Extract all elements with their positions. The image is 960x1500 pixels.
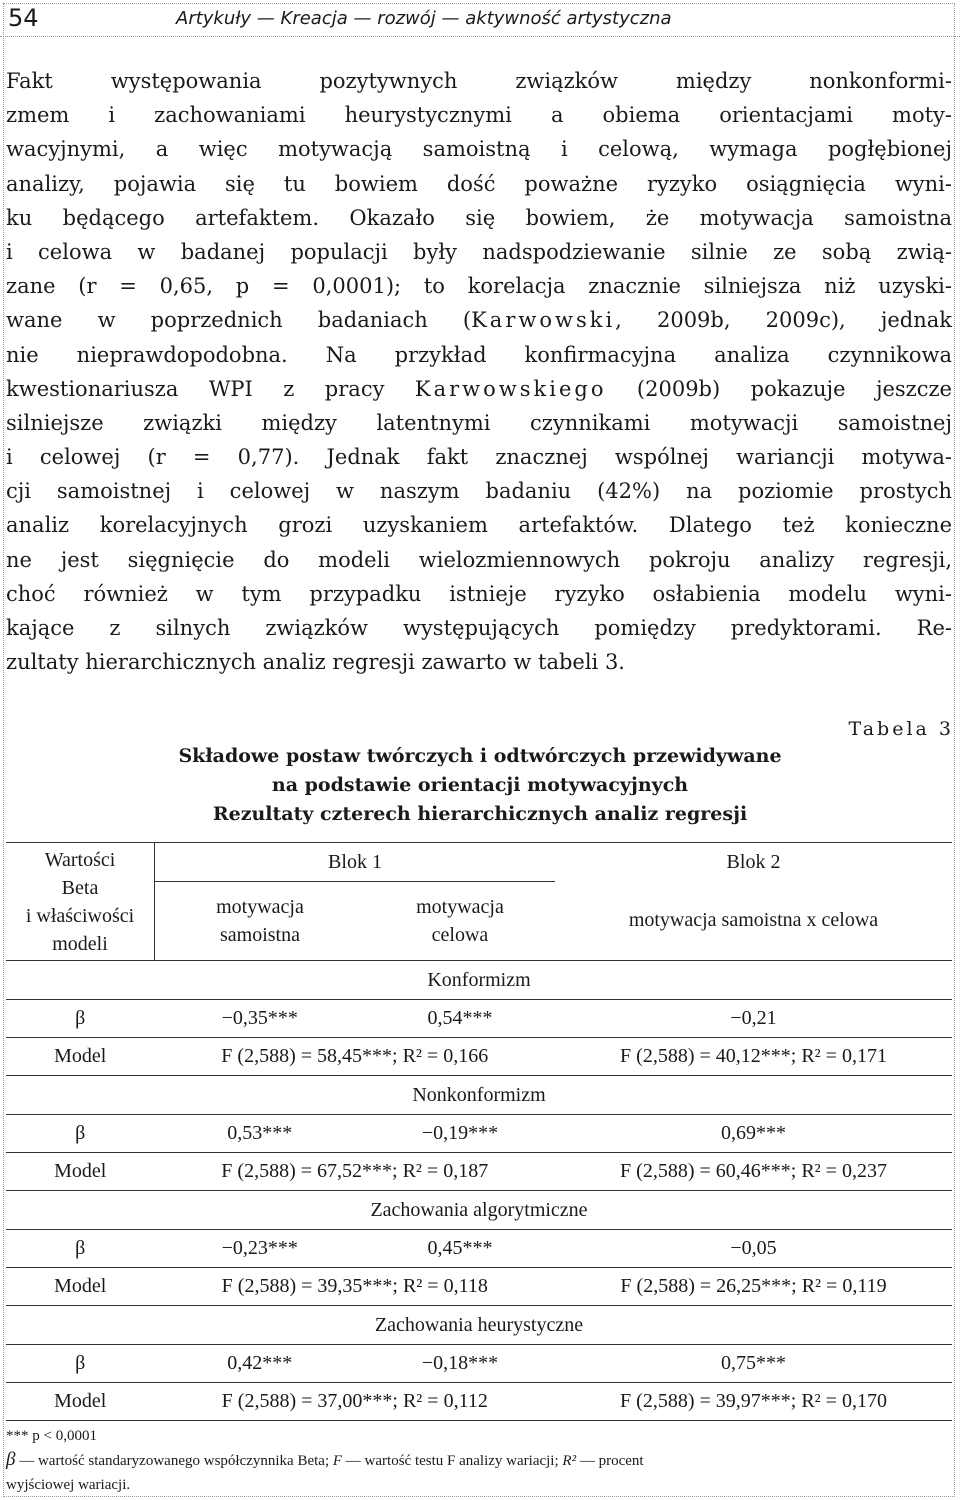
model-row (6, 1383, 952, 1421)
col-header-line: motywacja (416, 896, 504, 918)
stub-header (6, 843, 155, 961)
model-row (6, 1038, 952, 1076)
author-name: Karwowskiego (414, 376, 607, 401)
running-head: Artykuły — Kreacja — rozwój — aktywność artystyczna (176, 8, 672, 29)
footnote-definitions (6, 1448, 952, 1473)
section-row (6, 1076, 952, 1115)
table-label: Tabela 3 (848, 718, 954, 740)
col-motywacja-samoistna (155, 882, 366, 961)
caption-line: Rezultaty czterech hierarchicznych analiz regresji (212, 803, 748, 825)
text-line: i celowej (r = 0,77). Jednak fakt znacznej wspólnej wariancji motywa- (6, 445, 952, 470)
beta-value: 0,45*** (365, 1230, 555, 1268)
row-label: Model (6, 1153, 155, 1191)
beta-value: −0,21 (555, 1000, 952, 1038)
body-paragraph (6, 64, 952, 679)
section-title: Zachowania heurystyczne (6, 1306, 952, 1345)
stub-header-line: Wartości (44, 848, 116, 871)
footnote-text: — wartość standaryzowanego współczynnika Beta; (15, 1453, 333, 1469)
row-label: β (6, 1230, 155, 1268)
table-footnotes (6, 1424, 952, 1497)
model-row (6, 1268, 952, 1306)
blok1-header: Blok 1 (155, 843, 556, 882)
text-line: kające z silnych związków występujących pomiędzy predyktorami. Re- (6, 616, 952, 640)
beta-value: 0,53*** (155, 1115, 366, 1153)
model-stat-blok2: F (2,588) = 40,12***; R² = 0,171 (555, 1038, 952, 1076)
text-line: analizy, pojawia się tu bowiem dość poważne ryzyko osiągnięcia wyni- (6, 171, 952, 196)
section-row (6, 1306, 952, 1345)
row-label: β (6, 1345, 155, 1383)
text-line (6, 303, 952, 337)
beta-value: 0,42*** (155, 1345, 366, 1383)
stub-header-line: modeli (52, 932, 108, 955)
stub-header-line: Beta (61, 876, 99, 899)
section-row (6, 1191, 952, 1230)
model-stat-blok1: F (2,588) = 39,35***; R² = 0,118 (155, 1268, 556, 1306)
section-title: Zachowania algorytmiczne (6, 1191, 952, 1230)
model-stat-blok1: F (2,588) = 37,00***; R² = 0,112 (155, 1383, 556, 1421)
beta-value: −0,18*** (365, 1345, 555, 1383)
beta-value: 0,69*** (555, 1115, 952, 1153)
page-header (0, 0, 960, 37)
text-line: choć również w tym przypadku istnieje ryzyko osłabienia modelu wyni- (6, 581, 952, 606)
model-stat-blok2: F (2,588) = 26,25***; R² = 0,119 (555, 1268, 952, 1306)
r-symbol: R² (562, 1453, 577, 1469)
text-segment: wane w poprzednich badaniach ( (6, 308, 472, 333)
f-symbol: F (332, 1453, 343, 1469)
beta-value: 0,75*** (555, 1345, 952, 1383)
row-label: Model (6, 1268, 155, 1306)
text-line: i celowa w badanej populacji były nadspodziewanie silnie ze sobą zwią- (6, 239, 952, 264)
text-line: nie nieprawdopodobna. Na przykład konfirmacyjna analiza czynnikowa (6, 342, 952, 367)
row-label: β (6, 1115, 155, 1153)
col-header-line: celowa (431, 924, 489, 946)
beta-symbol: β (6, 1449, 16, 1470)
text-line: zmem i zachowaniami heurystycznymi a obiema orientacjami moty- (6, 103, 952, 128)
footnote-text: — procent (576, 1453, 644, 1469)
author-name: Karwowski (471, 308, 616, 333)
model-stat-blok2: F (2,588) = 39,97***; R² = 0,170 (555, 1383, 952, 1421)
text-line: Fakt występowania pozytywnych związków między nonkonformi- (6, 69, 952, 93)
beta-row (6, 1345, 952, 1383)
text-line: zultaty hierarchicznych analiz regresji zawarto w tabeli 3. (6, 650, 625, 675)
beta-row (6, 1115, 952, 1153)
col-header-line: samoistna (220, 924, 300, 946)
beta-value: 0,54*** (365, 1000, 555, 1038)
beta-value: −0,05 (555, 1230, 952, 1268)
text-line: analiz korelacyjnych grozi uzyskaniem artefaktów. Dlatego też konieczne (6, 513, 952, 538)
text-segment: , 2009b, 2009c), jednak (615, 308, 952, 333)
footnote-text: — wartość testu F analizy wariacji; (342, 1453, 563, 1469)
section-row (6, 961, 952, 1000)
row-label: Model (6, 1038, 155, 1076)
caption-line: na podstawie orientacji motywacyjnych (271, 774, 689, 796)
text-line: zane (r = 0,65, p = 0,0001); to korelacja znacznie silniejsza niż uzyski- (6, 274, 952, 299)
model-stat-blok1: F (2,588) = 58,45***; R² = 0,166 (155, 1038, 556, 1076)
footnote-significance: *** p < 0,0001 (6, 1428, 97, 1444)
text-line: cji samoistnej i celowej w naszym badaniu (42%) na poziomie prostych (6, 479, 952, 504)
text-line: wacyjnymi, a więc motywacją samoistną i celową, wymaga pogłębionej (6, 137, 952, 162)
section-title: Nonkonformizm (6, 1076, 952, 1115)
text-segment: kwestionariusza WPI z pracy (6, 376, 415, 401)
beta-value: −0,23*** (155, 1230, 366, 1268)
text-line: silniejsze związki między latentnymi czynnikami motywacji samoistnej (6, 410, 952, 435)
text-line: ne jest sięgnięcie do modeli wielozmiennowych pokroju analizy regresji, (6, 547, 952, 572)
regression-table (6, 842, 952, 1421)
section-title: Konformizm (6, 961, 952, 1000)
footnote-continuation: wyjściowej wariacji. (6, 1477, 131, 1493)
beta-value: −0,19*** (365, 1115, 555, 1153)
page-number: 54 (8, 4, 39, 32)
col-motywacja-celowa (365, 882, 555, 961)
beta-row (6, 1000, 952, 1038)
text-line (6, 372, 952, 406)
table-caption (120, 742, 840, 829)
beta-row (6, 1230, 952, 1268)
text-segment: (2009b) pokazuje jeszcze (606, 376, 952, 401)
model-stat-blok1: F (2,588) = 67,52***; R² = 0,187 (155, 1153, 556, 1191)
caption-line: Składowe postaw twórczych i odtwórczych przewidywane (178, 745, 782, 767)
text-line: ku będącego artefaktem. Okazało się bowiem, że motywacja samoistna (6, 205, 952, 230)
row-label: β (6, 1000, 155, 1038)
col-header-line: motywacja (216, 896, 304, 918)
model-stat-blok2: F (2,588) = 60,46***; R² = 0,237 (555, 1153, 952, 1191)
col-interakcja: motywacja samoistna x celowa (628, 909, 879, 932)
stub-header-line: i właściwości (25, 904, 135, 927)
blok2-header: Blok 2 (555, 843, 952, 882)
beta-value: −0,35*** (155, 1000, 366, 1038)
model-row (6, 1153, 952, 1191)
row-label: Model (6, 1383, 155, 1421)
